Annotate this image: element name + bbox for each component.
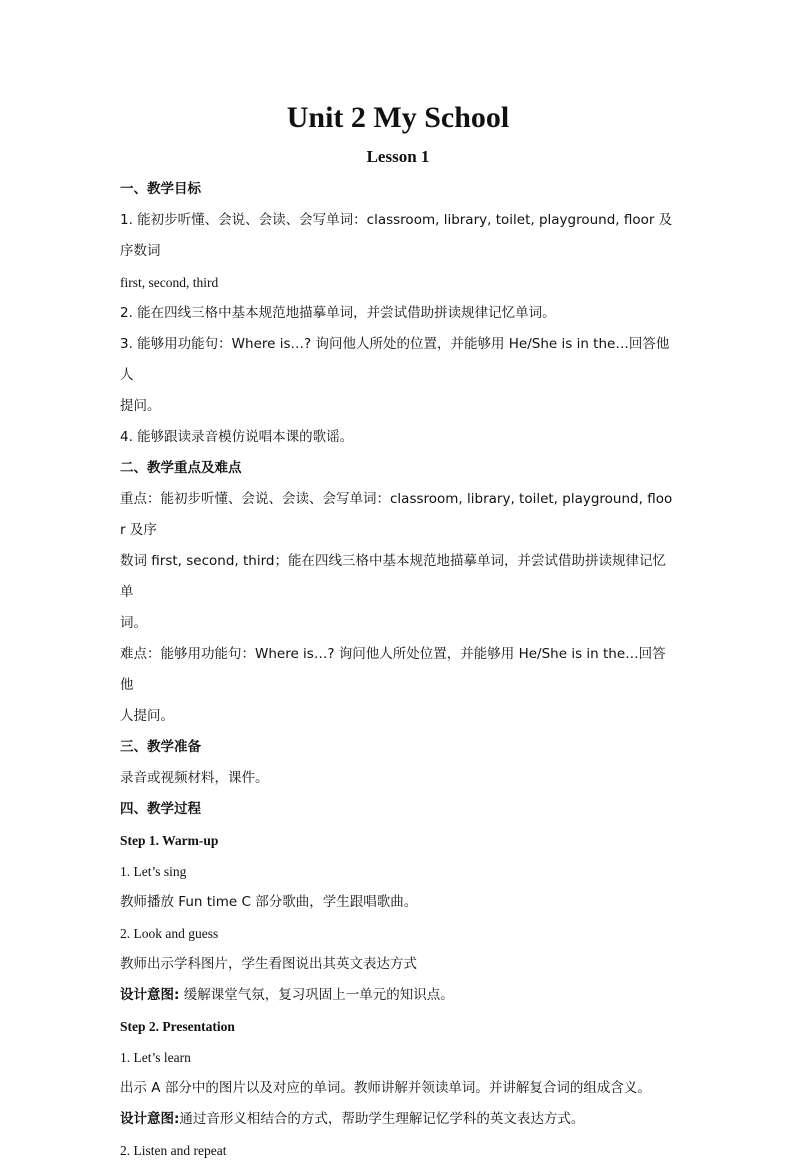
preparation-text: 录音或视频材料，课件。 [120,770,269,786]
step-2-sub-2: 2. Listen and repeat [120,1143,227,1158]
document-title: Unit 2 My School [286,101,510,134]
objective-3-line-2: 提问。 [120,398,161,414]
design-intent-text: 通过音形义相结合的方式，帮助学生理解记忆学科的英文表达方式。 [179,1111,585,1127]
difficulty-line-1: 难点：能够用功能句：Where is…? 询问他人所处位置，并能够用 He/She is in the…回答他 [120,646,666,693]
key-point-line-3: 词。 [120,615,147,631]
step-1-design-intent [120,980,676,1011]
section-heading-key-points: 二、教学重点及难点 [120,460,242,476]
lesson-subtitle: Lesson 1 [366,147,430,166]
objective-3-line-1: 3. 能够用功能句：Where is…? 询问他人所处的位置，并能够用 He/She is in the…回答他人 [120,336,670,383]
step-1-sub-2: 2. Look and guess [120,926,219,941]
step-2-sub-1-text: 出示 A 部分中的图片以及对应的单词。教师讲解并领读单词。并讲解复合词的组成含义。 [120,1080,651,1096]
objective-2: 2. 能在四线三格中基本规范地描摹单词，并尝试借助拼读规律记忆单词。 [120,305,556,321]
step-2-title: Step 2. Presentation [120,1019,235,1034]
difficulty-line-2: 人提问。 [120,708,174,724]
design-intent-label: 设计意图: [120,987,180,1003]
step-1-sub-1-text: 教师播放 Fun time C 部分歌曲，学生跟唱歌曲。 [120,894,418,910]
key-point-line-1: 重点：能初步听懂、会说、会读、会写单词：classroom, library, toilet, playground, floor 及序 [120,491,673,538]
section-heading-process: 四、教学过程 [120,801,201,817]
step-1-title: Step 1. Warm-up [120,833,219,848]
objective-1-line-1: 1. 能初步听懂、会说、会读、会写单词：classroom, library, toilet, playground, floor 及序数词 [120,212,673,259]
key-point-line-2: 数词 first, second, third；能在四线三格中基本规范地描摹单词，并尝试借助拼读规律记忆单 [120,553,666,600]
step-2-sub-1: 1. Let’s learn [120,1050,191,1065]
objective-4: 4. 能够跟读录音模仿说唱本课的歌谣。 [120,429,354,445]
step-1-sub-1: 1. Let’s sing [120,864,187,879]
objective-1-line-2: first, second, third [120,275,219,290]
section-heading-preparation: 三、教学准备 [120,739,201,755]
design-intent-label: 设计意图: [120,1111,180,1127]
document-page [120,96,676,1166]
section-heading-objectives: 一、教学目标 [120,181,201,197]
design-intent-text: 缓解课堂气氛，复习巩固上一单元的知识点。 [179,987,454,1003]
step-2-design-intent [120,1104,676,1135]
step-1-sub-2-text: 教师出示学科图片，学生看图说出其英文表达方式 [120,956,417,972]
